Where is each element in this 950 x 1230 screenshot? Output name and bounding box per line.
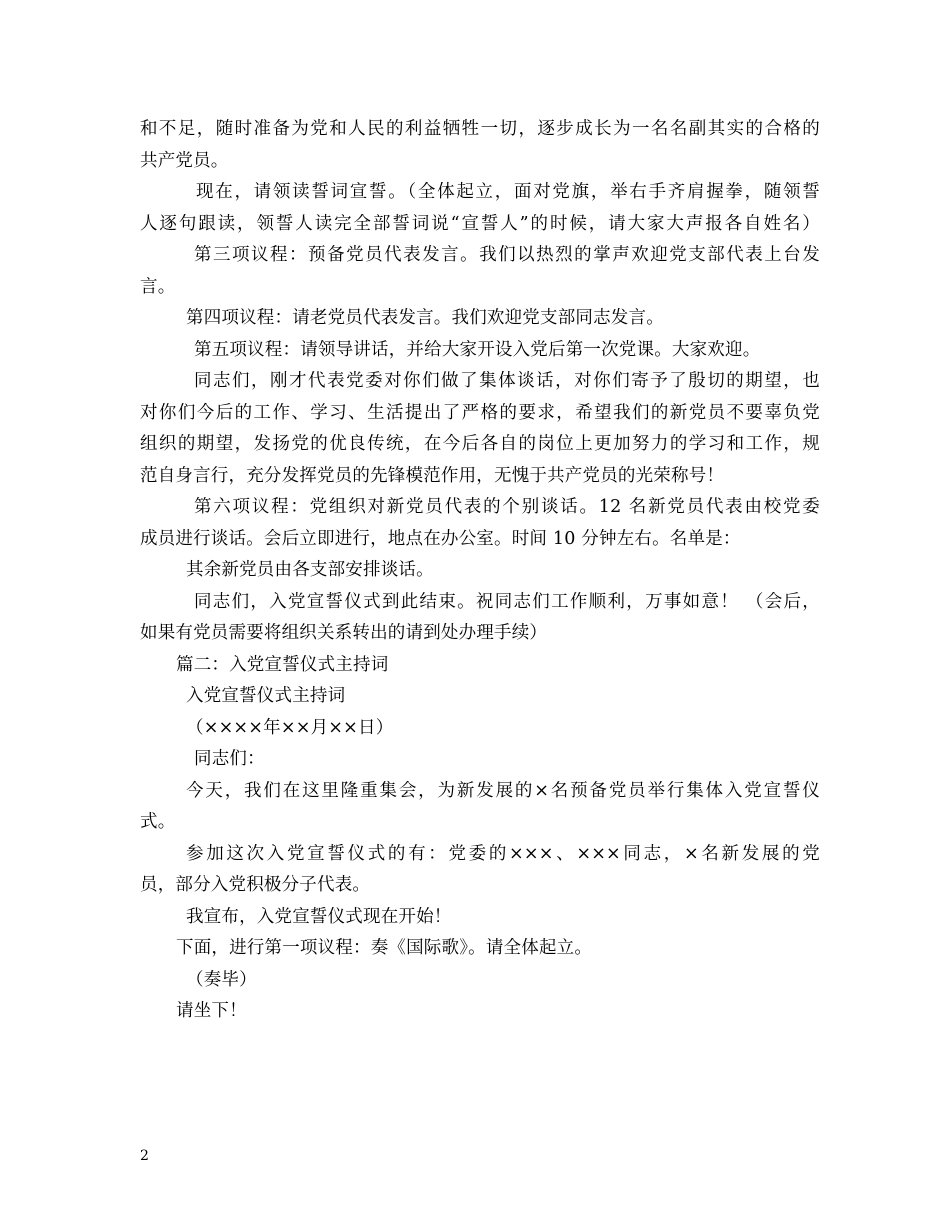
paragraph-line: 入党宣誓仪式主持词 [186, 686, 346, 706]
paragraph-line: 下面，进行第一项议程：奏《国际歌》。请全体起立。 [176, 938, 593, 958]
paragraph-line: 成员进行谈话。会后立即进行，地点在办公室。时间 10 分钟左右。名单是： [140, 528, 741, 549]
paragraph-line: 参加这次入党宣誓仪式的有：党委的×××、×××同志，×名新发展的党 [186, 843, 820, 864]
paragraph-line: 范自身言行，充分发挥党员的先锋模范作用，无愧于共产党员的光荣称号！ [140, 465, 725, 486]
paragraph-line: 我宣布，入党宣誓仪式现在开始！ [186, 906, 452, 927]
paragraph-line: 组织的期望，发扬党的优良传统，在今后各自的岗位上更加努力的学习和工作，规 [140, 434, 820, 454]
paragraph-line: 言。 [140, 276, 176, 297]
paragraph-line: 式。 [140, 812, 176, 832]
paragraph-line: 第六项议程：党组织对新党员代表的个别谈话。12 名新党员代表由校党委 [194, 497, 820, 517]
paragraph-line: 第五项议程：请领导讲话，并给大家开设入党后第一次党课。大家欢迎。 [194, 339, 761, 360]
paragraph-line: 人逐句跟读，领誓人读完全部誓词说“宣誓人”的时候，请大家大声报各自姓名） [140, 213, 820, 234]
paragraph-line: 和不足，随时准备为党和人民的利益牺牲一切，逐步成长为一名名副其实的合格的 [140, 119, 820, 139]
paragraph-line: 今天，我们在这里隆重集会，为新发展的×名预备党员举行集体入党宣誓仪 [186, 780, 820, 801]
paragraph-line: 如果有党员需要将组织关系转出的请到处办理手续） [140, 623, 548, 643]
paragraph-line: 共产党员。 [140, 150, 229, 171]
paragraph-line: 同志们： [194, 749, 265, 769]
paragraph-line: 现在，请领读誓词宣誓。（全体起立，面对党旗，举右手齐肩握拳，随领誓 [196, 182, 820, 202]
paragraph-line: （××××年××月××日） [186, 717, 394, 738]
paragraph-line: 第三项议程：预备党员代表发言。我们以热烈的掌声欢迎党支部代表上台发 [194, 245, 820, 265]
paragraph-line: （奏毕） [186, 969, 257, 990]
document-body [140, 114, 820, 1028]
paragraph-line: 请坐下！ [176, 1001, 247, 1021]
paragraph-line: 第四项议程：请老党员代表发言。我们欢迎党支部同志发言。 [186, 308, 664, 328]
paragraph-line: 同志们，刚才代表党委对你们做了集体谈话，对你们寄予了殷切的期望，也 [194, 371, 820, 391]
paragraph-line: 同志们，入党宣誓仪式到此结束。祝同志们工作顺利，万事如意！ （会后， [194, 591, 820, 612]
paragraph-line: 其余新党员由各支部安排谈话。 [186, 560, 434, 580]
paragraph-line: 篇二：入党宣誓仪式主持词 [176, 654, 389, 675]
paragraph-line: 员，部分入党积极分子代表。 [140, 875, 371, 895]
page-number: 2 [140, 1148, 149, 1164]
paragraph-line: 对你们今后的工作、学习、生活提出了严格的要求，希望我们的新党员不要辜负党 [140, 402, 820, 423]
